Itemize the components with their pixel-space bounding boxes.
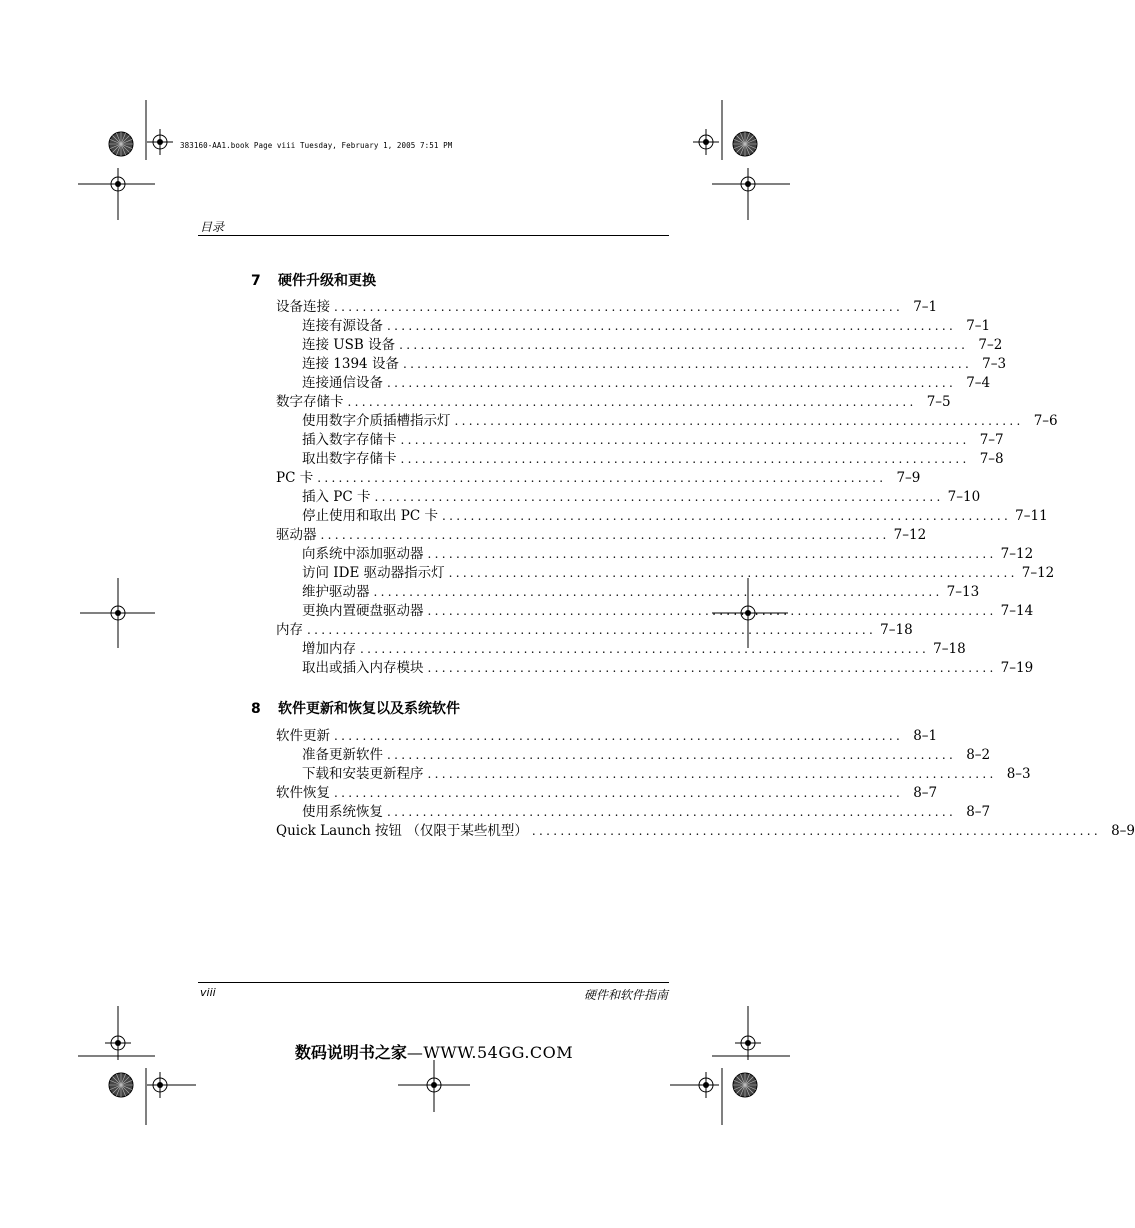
toc-entry[interactable]	[276, 469, 921, 488]
toc-entry-page: 7–5	[926, 394, 951, 410]
chapter-heading	[251, 270, 376, 290]
dot-leader: ................................................................................	[387, 376, 957, 390]
toc-entry-page: 7–3	[982, 356, 1007, 372]
dot-leader: ................................................................................	[427, 661, 997, 675]
toc-entry-page: 7–1	[913, 299, 938, 315]
dot-leader: ................................................................................	[373, 585, 943, 599]
toc-entry-page: 7–12	[893, 527, 927, 543]
toc-entry[interactable]	[276, 583, 980, 602]
dot-leader: ................................................................................	[454, 414, 1024, 428]
toc-entry-title: 取出或插入内存模块	[302, 660, 424, 676]
toc-entry[interactable]	[276, 784, 938, 803]
chapter-number: 7	[251, 273, 261, 289]
toc-entry-title: 设备连接	[276, 299, 330, 315]
dot-leader: ................................................................................	[334, 729, 904, 743]
chapter-title: 硬件升级和更换	[278, 273, 376, 289]
toc-entry[interactable]	[276, 822, 1135, 841]
toc-entry-title: 准备更新软件	[302, 747, 383, 763]
toc-entry[interactable]	[276, 431, 1004, 450]
toc-entry-title: 连接通信设备	[302, 375, 383, 391]
toc-entry-title: Quick Launch 按钮 （仅限于某些机型）	[276, 823, 528, 839]
toc-entry[interactable]	[276, 640, 966, 659]
toc-entry[interactable]	[276, 393, 951, 412]
book-title: 硬件和软件指南	[583, 988, 668, 1002]
dot-leader: ................................................................................	[400, 433, 970, 447]
chapter-number: 8	[251, 701, 261, 717]
toc-entry-page: 7–14	[1000, 603, 1034, 619]
dot-leader: ................................................................................	[334, 300, 904, 314]
toc-entry-title: 更换内置硬盘驱动器	[302, 603, 424, 619]
toc-entry-page: 7–7	[979, 432, 1004, 448]
toc-entry-page: 8–2	[966, 747, 991, 763]
toc-entry-title: 向系统中添加驱动器	[302, 546, 424, 562]
toc-entry[interactable]	[276, 526, 927, 545]
toc-entry[interactable]	[276, 488, 981, 507]
toc-entry-title: 数字存储卡	[276, 394, 344, 410]
toc-entry-page: 7–11	[1015, 508, 1048, 524]
toc-entry[interactable]	[276, 746, 991, 765]
dot-leader: ................................................................................	[427, 604, 997, 618]
toc-entry-page: 8–1	[913, 728, 938, 744]
toc-entry-title: 软件恢复	[276, 785, 330, 801]
toc-entry-title: PC 卡	[276, 470, 314, 486]
toc-entry-title: 使用系统恢复	[302, 804, 383, 820]
toc-list	[276, 298, 1058, 678]
dot-leader: ................................................................................	[387, 319, 957, 333]
toc-entry-page: 7–2	[978, 337, 1003, 353]
watermark-url: —WWW.54GG.COM	[406, 1043, 574, 1062]
dot-leader: ................................................................................	[531, 824, 1102, 838]
toc-entry-title: 插入 PC 卡	[302, 489, 371, 505]
toc-entry-title: 下载和安装更新程序	[302, 766, 424, 782]
toc-entry-page: 7–13	[946, 584, 980, 600]
dot-leader: ................................................................................	[307, 623, 877, 637]
toc-entry-page: 7–4	[966, 375, 991, 391]
toc-entry-title: 插入数字存储卡	[302, 432, 397, 448]
toc-entry-title: 访问 IDE 驱动器指示灯	[302, 565, 445, 581]
toc-entry[interactable]	[276, 803, 991, 822]
toc-entry-page: 7–10	[947, 489, 981, 505]
toc-entry-title: 维护驱动器	[302, 584, 370, 600]
dot-leader: ................................................................................	[387, 805, 957, 819]
watermark-cn: 数码说明书之家	[294, 1043, 407, 1062]
toc-entry[interactable]	[276, 412, 1058, 431]
running-header: 目录	[200, 220, 225, 234]
dot-leader: ................................................................................	[399, 338, 969, 352]
dot-leader: ................................................................................	[448, 566, 1018, 580]
chapter-heading	[251, 698, 460, 718]
dot-leader: ................................................................................	[374, 490, 944, 504]
page-number: viii	[200, 986, 216, 999]
dot-leader: ................................................................................	[317, 471, 887, 485]
toc-entry-page: 7–18	[933, 641, 966, 657]
dot-leader: ................................................................................	[334, 786, 904, 800]
toc-entry-title: 增加内存	[302, 641, 356, 657]
toc-entry[interactable]	[276, 374, 991, 393]
toc-entry[interactable]	[276, 621, 913, 640]
dot-leader: ................................................................................	[360, 642, 930, 656]
dot-leader: ................................................................................	[427, 547, 997, 561]
toc-entry[interactable]	[276, 545, 1034, 564]
toc-entry-page: 8–9	[1111, 823, 1135, 839]
dot-leader: ................................................................................	[400, 452, 970, 466]
toc-entry[interactable]	[276, 450, 1004, 469]
toc-entry[interactable]	[276, 765, 1031, 784]
dot-leader: ................................................................................	[442, 509, 1012, 523]
toc-entry[interactable]	[276, 602, 1034, 621]
toc-entry-page: 8–7	[913, 785, 938, 801]
toc-list	[276, 727, 1135, 841]
toc-entry-title: 取出数字存储卡	[302, 451, 397, 467]
toc-entry-title: 驱动器	[276, 527, 317, 543]
toc-entry-page: 7–12	[1021, 565, 1055, 581]
toc-entry[interactable]	[276, 336, 1003, 355]
toc-entry[interactable]	[276, 507, 1048, 526]
watermark	[0, 1040, 868, 1063]
toc-entry-page: 7–1	[966, 318, 991, 334]
print-slug: 383160-AA1.book Page viii Tuesday, February 1, 2005 7:51 PM	[180, 141, 453, 150]
toc-entry-page: 7–12	[1000, 546, 1034, 562]
toc-entry[interactable]	[276, 659, 1034, 678]
toc-entry-page: 7–19	[1000, 660, 1034, 676]
footer-rule	[198, 982, 669, 983]
toc-entry-title: 连接有源设备	[302, 318, 383, 334]
toc-entry-title: 使用数字介质插槽指示灯	[302, 413, 451, 429]
toc-entry-title: 连接 USB 设备	[302, 337, 396, 353]
toc-entry-title: 内存	[276, 622, 303, 638]
toc-entry[interactable]	[276, 317, 991, 336]
dot-leader: ................................................................................	[320, 528, 890, 542]
toc-entry-page: 7–8	[979, 451, 1004, 467]
dot-leader: ................................................................................	[387, 748, 957, 762]
toc-entry-page: 7–18	[880, 622, 913, 638]
dot-leader: ................................................................................	[402, 357, 973, 371]
toc-entry-title: 连接 1394 设备	[302, 356, 399, 372]
toc-entry-page: 7–9	[896, 470, 921, 486]
header-rule	[198, 235, 669, 236]
toc-entry[interactable]	[276, 727, 938, 746]
toc-entry-page: 7–6	[1033, 413, 1058, 429]
toc-entry-title: 停止使用和取出 PC 卡	[302, 508, 438, 524]
toc-entry[interactable]	[276, 564, 1055, 583]
chapter-title: 软件更新和恢复以及系统软件	[278, 701, 460, 717]
toc-entry-page: 8–3	[1006, 766, 1031, 782]
toc-entry[interactable]	[276, 355, 1007, 374]
toc-entry[interactable]	[276, 298, 938, 317]
dot-leader: ................................................................................	[427, 767, 997, 781]
toc-entry-title: 软件更新	[276, 728, 330, 744]
toc-entry-page: 8–7	[966, 804, 991, 820]
dot-leader: ................................................................................	[347, 395, 917, 409]
